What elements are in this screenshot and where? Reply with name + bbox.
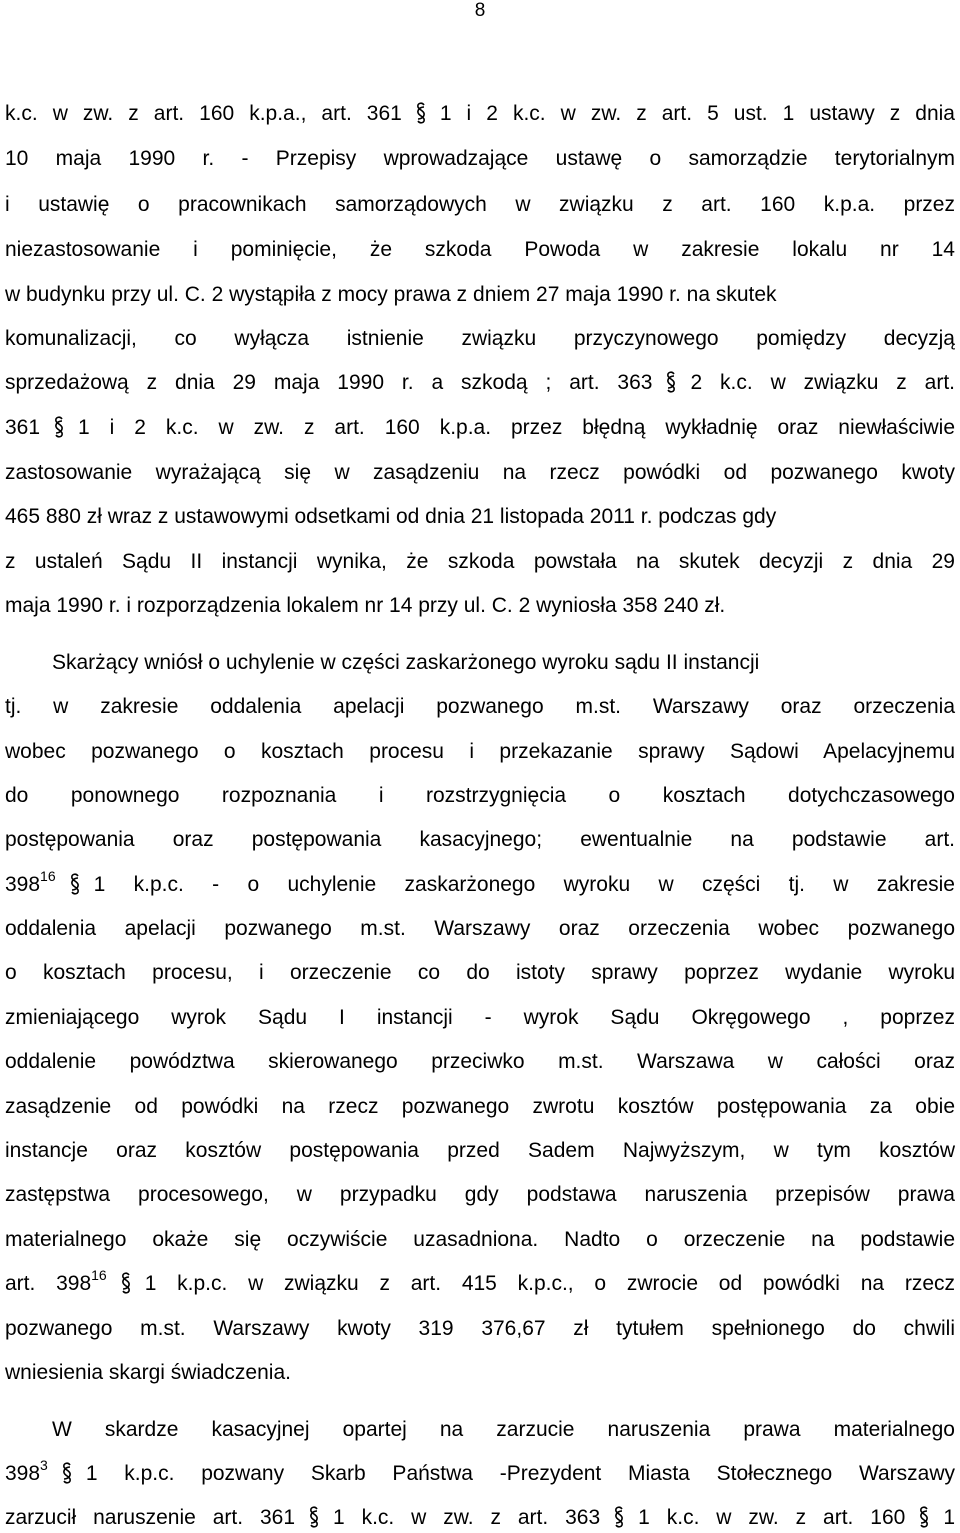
text-line: pozwanego m.st. Warszawy kwoty 319 376,67 zł tytułem spełnionego do chwili [5, 1317, 955, 1340]
section-sign-icon [62, 1462, 72, 1484]
paragraph-first-line: W skardze kasacyjnej opartej na zarzucie naruszenia prawa materialnego [52, 1418, 955, 1441]
section-sign-icon [614, 1506, 624, 1528]
page-number: 8 [474, 0, 486, 21]
section-sign-icon [121, 1272, 131, 1294]
text-line: komunalizacji, co wyłącza istnienie związku przyczynowego pomiędzy decyzją [5, 327, 955, 350]
paragraph-first-line: Skarżący wniósł o uchylenie w części zaskarżonego wyroku sądu II instancji [52, 651, 760, 674]
text-line: zmieniającego wyrok Sądu I instancji - wyrok Sądu Okręgowego , poprzez [5, 1006, 955, 1029]
section-sign-icon [666, 371, 676, 393]
text-line: zastępstwa procesowego, w przypadku gdy podstawa naruszenia przepisów prawa [5, 1183, 955, 1206]
text-line: z ustaleń Sądu II instancji wynika, że szkoda powstała na skutek decyzji z dnia 29 [5, 550, 955, 573]
text-line: maja 1990 r. i rozporządzenia lokalem nr 14 przy ul. C. 2 wyniosła 358 240 zł. [5, 594, 726, 617]
text-line: $398^{16}$ 1 k.p.c. - o uchylenie zaskarżonego wyroku w części tj. w zakresie [5, 868, 955, 896]
text-line: do ponownego rozpoznania i rozstrzygnięcia o kosztach dotychczasowego [5, 784, 955, 807]
text-line: oddalenie powództwa skierowanego przeciwko m.st. Warszawa w całości oraz [5, 1050, 955, 1073]
text-line: $398^3$ 1 k.p.c. pozwany Skarb Państwa -Prezydent Miasta Stołecznego Warszawy [5, 1457, 955, 1485]
text-line: 361 1 i 2 k.c. w zw. z art. 160 k.p.a. przez błędną wykładnię oraz niewłaściwie [5, 416, 955, 439]
text-line: niezastosowanie i pominięcie, że szkoda Powoda w zakresie lokalu nr 14 [5, 238, 955, 261]
text-line: i ustawię o pracownikach samorządowych w związku z art. 160 k.p.a. przez [5, 193, 955, 216]
text-line: wniesienia skargi świadczenia. [5, 1361, 291, 1384]
superscript: 3 [40, 1457, 48, 1473]
section-sign-icon [54, 416, 64, 438]
text-line: zasądzenie od powódki na rzecz pozwanego zwrotu kosztów postępowania za obie [5, 1095, 955, 1118]
text-line: oddalenia apelacji pozwanego m.st. Warszawy oraz orzeczenia wobec pozwanego [5, 917, 955, 940]
text-line: sprzedażową z dnia 29 maja 1990 r. a szkodą ; art. 363 2 k.c. w związku z art. [5, 371, 956, 394]
text-line: art. $398^{16}$ 1 k.p.c. w związku z art. 415 k.p.c., o zwrocie od powódki na rzecz [5, 1267, 955, 1295]
section-sign-icon [919, 1506, 929, 1528]
text-line: o kosztach procesu, i orzeczenie co do istoty sprawy poprzez wydanie wyroku [5, 961, 955, 984]
section-sign-icon [416, 102, 426, 124]
text-line: materialnego okaże się oczywiście uzasadniona. Nadto o orzeczenie na podstawie [5, 1228, 955, 1251]
text-line: zarzucił naruszenie art. 361 1 k.c. w zw. z art. 363 1 k.c. w zw. z art. 160 1 [5, 1506, 955, 1529]
text-line: wobec pozwanego o kosztach procesu i przekazanie sprawy Sądowi Apelacyjnemu [5, 740, 955, 763]
text-line: w budynku przy ul. C. 2 wystąpiła z mocy prawa z dniem 27 maja 1990 r. na skutek [5, 283, 777, 306]
text-line: postępowania oraz postępowania kasacyjnego; ewentualnie na podstawie art. [5, 828, 955, 851]
text-line: zastosowanie wyrażającą się w zasądzeniu na rzecz powódki od pozwanego kwoty [5, 461, 955, 484]
section-sign-icon [309, 1506, 319, 1528]
text-line: instancje oraz kosztów postępowania przed Sadem Najwyższym, w tym kosztów [5, 1139, 955, 1162]
superscript: 16 [40, 868, 56, 884]
text-line: k.c. w zw. z art. 160 k.p.a., art. 361 1 i 2 k.c. w zw. z art. 5 ust. 1 ustawy z dnia [5, 102, 955, 125]
text-line: 465 880 zł wraz z ustawowymi odsetkami od dnia 21 listopada 2011 r. podczas gdy [5, 505, 777, 528]
superscript: 16 [91, 1267, 107, 1283]
section-sign-icon [70, 873, 80, 895]
text-line: tj. w zakresie oddalenia apelacji pozwanego m.st. Warszawy oraz orzeczenia [5, 695, 955, 718]
text-line: 10 maja 1990 r. - Przepisy wprowadzające ustawę o samorządzie terytorialnym [5, 147, 955, 170]
